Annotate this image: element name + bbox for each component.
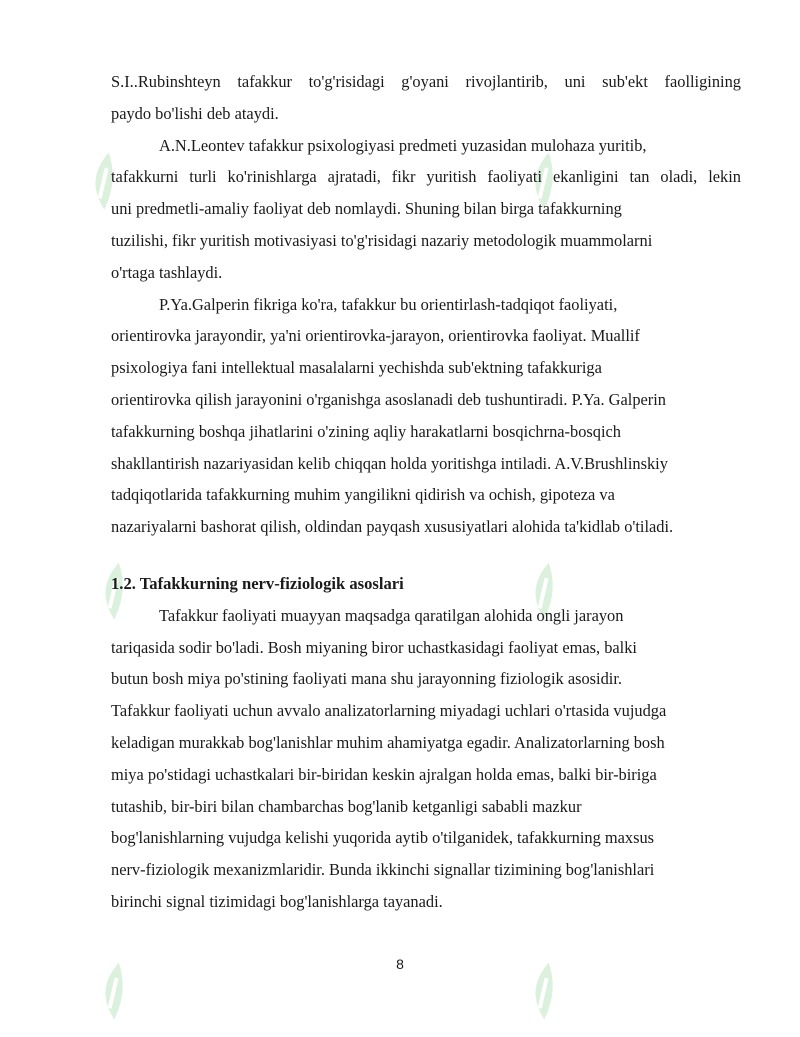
text-line: birinchi signal tizimidagi bog'lanishlarga tayanadi. (111, 891, 443, 911)
text-line: orientirovka qilish jarayonini o'rganishga asoslanadi deb tushuntiradi. P.Ya. Galperin (111, 389, 666, 409)
watermark-logo (500, 930, 596, 1037)
watermark-logo (70, 930, 166, 1037)
text-line: nerv-fiziologik mexanizmlaridir. Bunda ikkinchi signallar tizimining bog'lanishlari (111, 860, 655, 880)
text-line: tariqasida sodir bo'ladi. Bosh miyaning biror uchastkasidagi faoliyat emas, balki (111, 637, 637, 657)
text-line: o'rtaga tashlaydi. (111, 262, 223, 282)
text-line: P.Ya.Galperin fikriga ko'ra, tafakkur bu orientirlash-tadqiqot faoliyati, (159, 294, 618, 314)
page-number: 8 (396, 956, 404, 972)
text-line: butun bosh miya po'stining faoliyati mana shu jarayonning fiziologik asosidir. (111, 669, 622, 689)
text-line: tadqiqotlarida tafakkurning muhim yangilikni qidirish va ochish, gipoteza va (111, 485, 615, 505)
text-line: S.I..Rubinshteyn tafakkur to'g'risidagi g'oyani rivojlantirib, uni sub'ekt faolligining (111, 72, 741, 91)
text-line: Tafakkur faoliyati uchun avvalo analizatorlarning miyadagi uchlari o'rtasida vujudga (111, 701, 667, 721)
text-line: bog'lanishlarning vujudga kelishi yuqorida aytib o'tilganidek, tafakkurning maxsus (111, 828, 655, 848)
text-line: shakllantirish nazariyasidan kelib chiqqan holda yoritishga intiladi. A.V.Brushlinskiy (111, 453, 668, 473)
text-line: orientirovka jarayondir, ya'ni orientirovka-jarayon, orientirovka faoliyat. Muallif (111, 326, 640, 346)
document-page (111, 66, 741, 918)
text-line: paydo bo'lishi deb ataydi. (111, 103, 279, 123)
text-line: keladigan murakkab bog'lanishlar muhim ahamiyatga egadir. Analizatorlarning bosh (111, 732, 665, 752)
text-line: uni predmetli-amaliy faoliyat deb nomlaydi. Shuning bilan birga tafakkurning (111, 199, 622, 219)
paragraph-galperin (111, 289, 741, 543)
text-line: tuzilishi, fikr yuritish motivasiyasi to'g'risidagi nazariy metodologik muammolarni (111, 230, 653, 250)
text-line: tafakkurni turli ko'rinishlarga ajratadi, fikr yuritish faoliyati ekanligini tan oladi, lekin (111, 167, 741, 187)
paragraph-rubinshteyn (111, 66, 741, 130)
text-line: tafakkurning boshqa jihatlarini o'zining aqliy harakatlarni bosqichrna-bosqich (111, 421, 622, 441)
text-line: Tafakkur faoliyati muayyan maqsadga qaratilgan alohida ongli jarayon (159, 605, 624, 625)
text-line: tutashib, bir-biri bilan chambarchas bog'lanib ketganligi sababli mazkur (111, 796, 582, 816)
text-line: miya po'stidagi uchastkalari bir-biridan keskin ajralgan holda emas, balki bir-biriga (111, 764, 657, 784)
section-heading: 1.2. Tafakkurning nerv-fiziologik asoslari (111, 573, 404, 593)
paragraph-nerv-fiziologik (111, 600, 741, 918)
paragraph-leontev (111, 130, 741, 289)
text-line: psixologiya fani intellektual masalalarni yechishda sub'ektning tafakkuriga (111, 358, 602, 378)
text-line: nazariyalarni bashorat qilish, oldindan payqash xususiyatlari alohida ta'kidlab o'tiladi. (111, 517, 674, 537)
text-line: A.N.Leontev tafakkur psixologiyasi predmeti yuzasidan mulohaza yuritib, (159, 135, 647, 155)
